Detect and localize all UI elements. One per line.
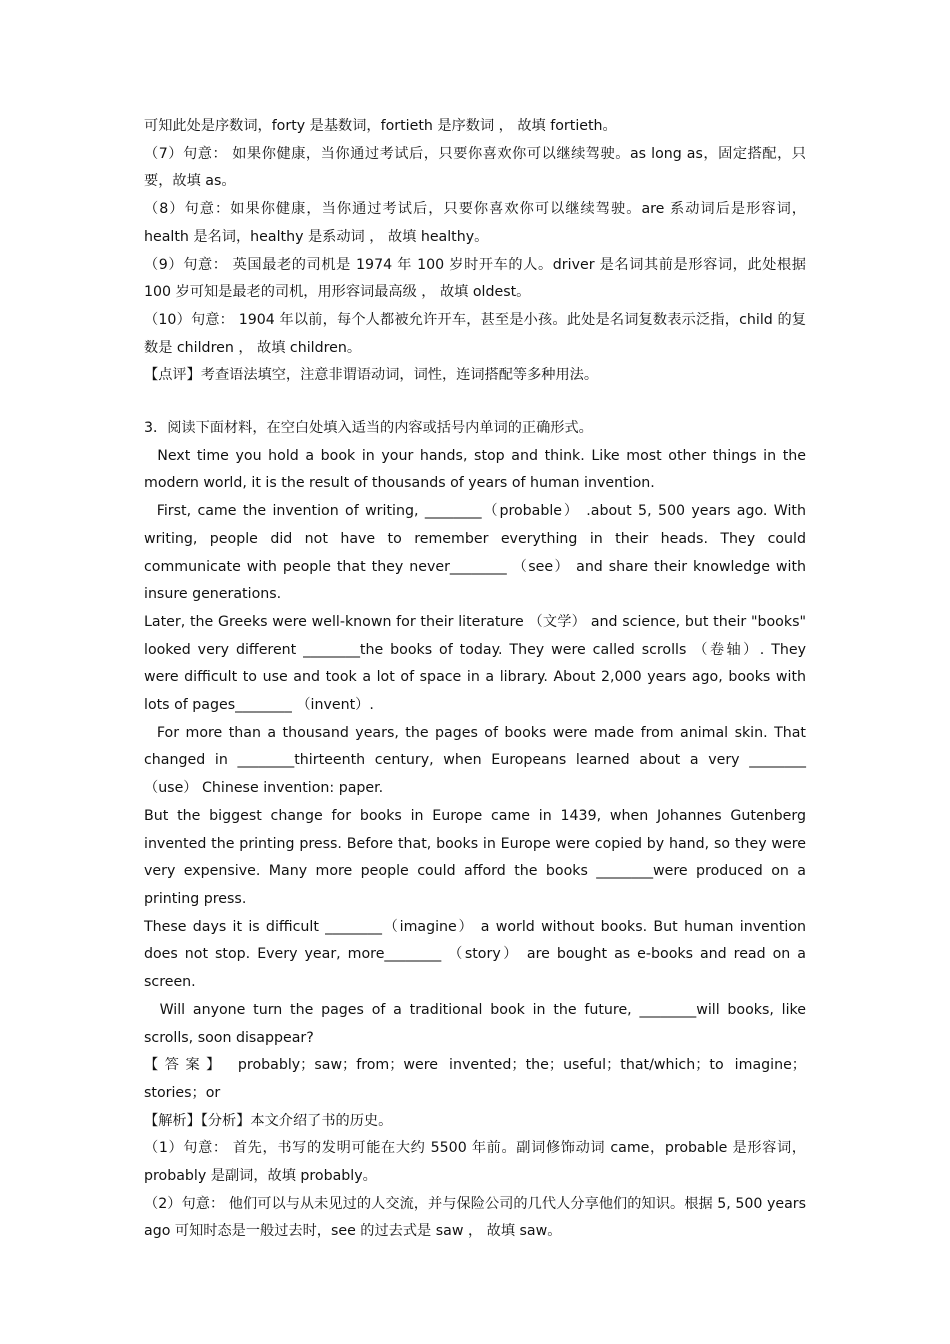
passage-paragraph-2: First, came the invention of writing, ________（probable） .about 5, 500 years ago. With writing, people did not have to remember everything in their heads. They could communicate with people that they never________ （see） and share their knowledge with insure generations. xyxy=(144,503,811,603)
passage-paragraph-7: Will anyone turn the pages of a traditional book in the future, ________will books, like scrolls, soon disappear? xyxy=(144,1001,811,1046)
explanation-8: （8）句意：如果你健康，当你通过考试后，只要你喜欢你可以继续驾驶。are 系动词后是形容词，health 是名词，healthy 是系动词 ， 故填 healthy。 xyxy=(144,201,806,245)
explanation-10: （10）句意： 1904 年以前，每个人都被允许开车，甚至是小孩。此处是名词复数表示泛指，child 的复数是 children ， 故填 children。 xyxy=(144,311,806,356)
document-content xyxy=(144,113,811,1246)
analysis-item-1: （1）句意： 首先，书写的发明可能在大约 5500 年前。副词修饰动词 came，probable 是形容词，probably 是副词，故填 probably。 xyxy=(144,1140,806,1185)
passage-paragraph-4: For more than a thousand years, the pages of books were made from animal skin. That changed in ________thirteenth century, when Europeans learned about a very ________（use） Chinese invention: paper. xyxy=(144,724,811,797)
explanation-7: （7）句意： 如果你健康，当你通过考试后，只要你喜欢你可以继续驾驶。as long as，固定搭配，只要，故填 as。 xyxy=(144,145,806,190)
explanation-9: （9）句意： 英国最老的司机是 1974 年 100 岁时开车的人。driver 是名词其前是形容词，此处根据 100 岁可知是最老的司机，用形容词最高级 ， 故填 oldest。 xyxy=(144,256,811,301)
answer-key: 【答案】 probably；saw；from；were invented；the；useful；that/which；to imagine；stories；or xyxy=(144,1057,806,1101)
passage-paragraph-6: These days it is difficult ________（imagine） a world without books. But human invention does not stop. Every year, more________ （story） are bought as e-books and read on a screen. xyxy=(144,918,811,991)
analysis-intro: 【解析】【分析】本文介绍了书的历史。 xyxy=(144,1112,393,1129)
explanation-6-continued: 可知此处是序数词，forty 是基数词，fortieth 是序数词 ， 故填 fortieth。 xyxy=(144,118,617,134)
passage-paragraph-1: Next time you hold a book in your hands, stop and think. Like most other things in the modern world, it is the result of thousands of years of human invention. xyxy=(144,447,811,492)
comment-note: 【点评】考查语法填空，注意非谓语动词，词性，连词搭配等多种用法。 xyxy=(144,367,599,384)
analysis-item-2: （2）句意： 他们可以与从未见过的人交流，并与保险公司的几代人分享他们的知识。根据 5, 500 years ago 可知时态是一般过去时，see 的过去式是 saw ， 故填 saw。 xyxy=(144,1195,811,1240)
passage-paragraph-3: Later, the Greeks were well-known for their literature （文学） and science, but their "books" looked very different ________the books of today. They were called scrolls （卷轴）. They were difficult to use and took a lot of space in a library. About 2,000 years ago, books with lots of pages________ （invent）. xyxy=(144,613,811,714)
passage-paragraph-5: But the biggest change for books in Europe came in 1439, when Johannes Gutenberg invented the printing press. Before that, books in Europe were copied by hand, so they were very expensive. Many more people could afford the books ________were produced on a printing press. xyxy=(144,807,811,907)
section-gap xyxy=(144,390,806,412)
question-3-heading: 3．阅读下面材料，在空白处填入适当的内容或括号内单词的正确形式。 xyxy=(144,420,593,437)
